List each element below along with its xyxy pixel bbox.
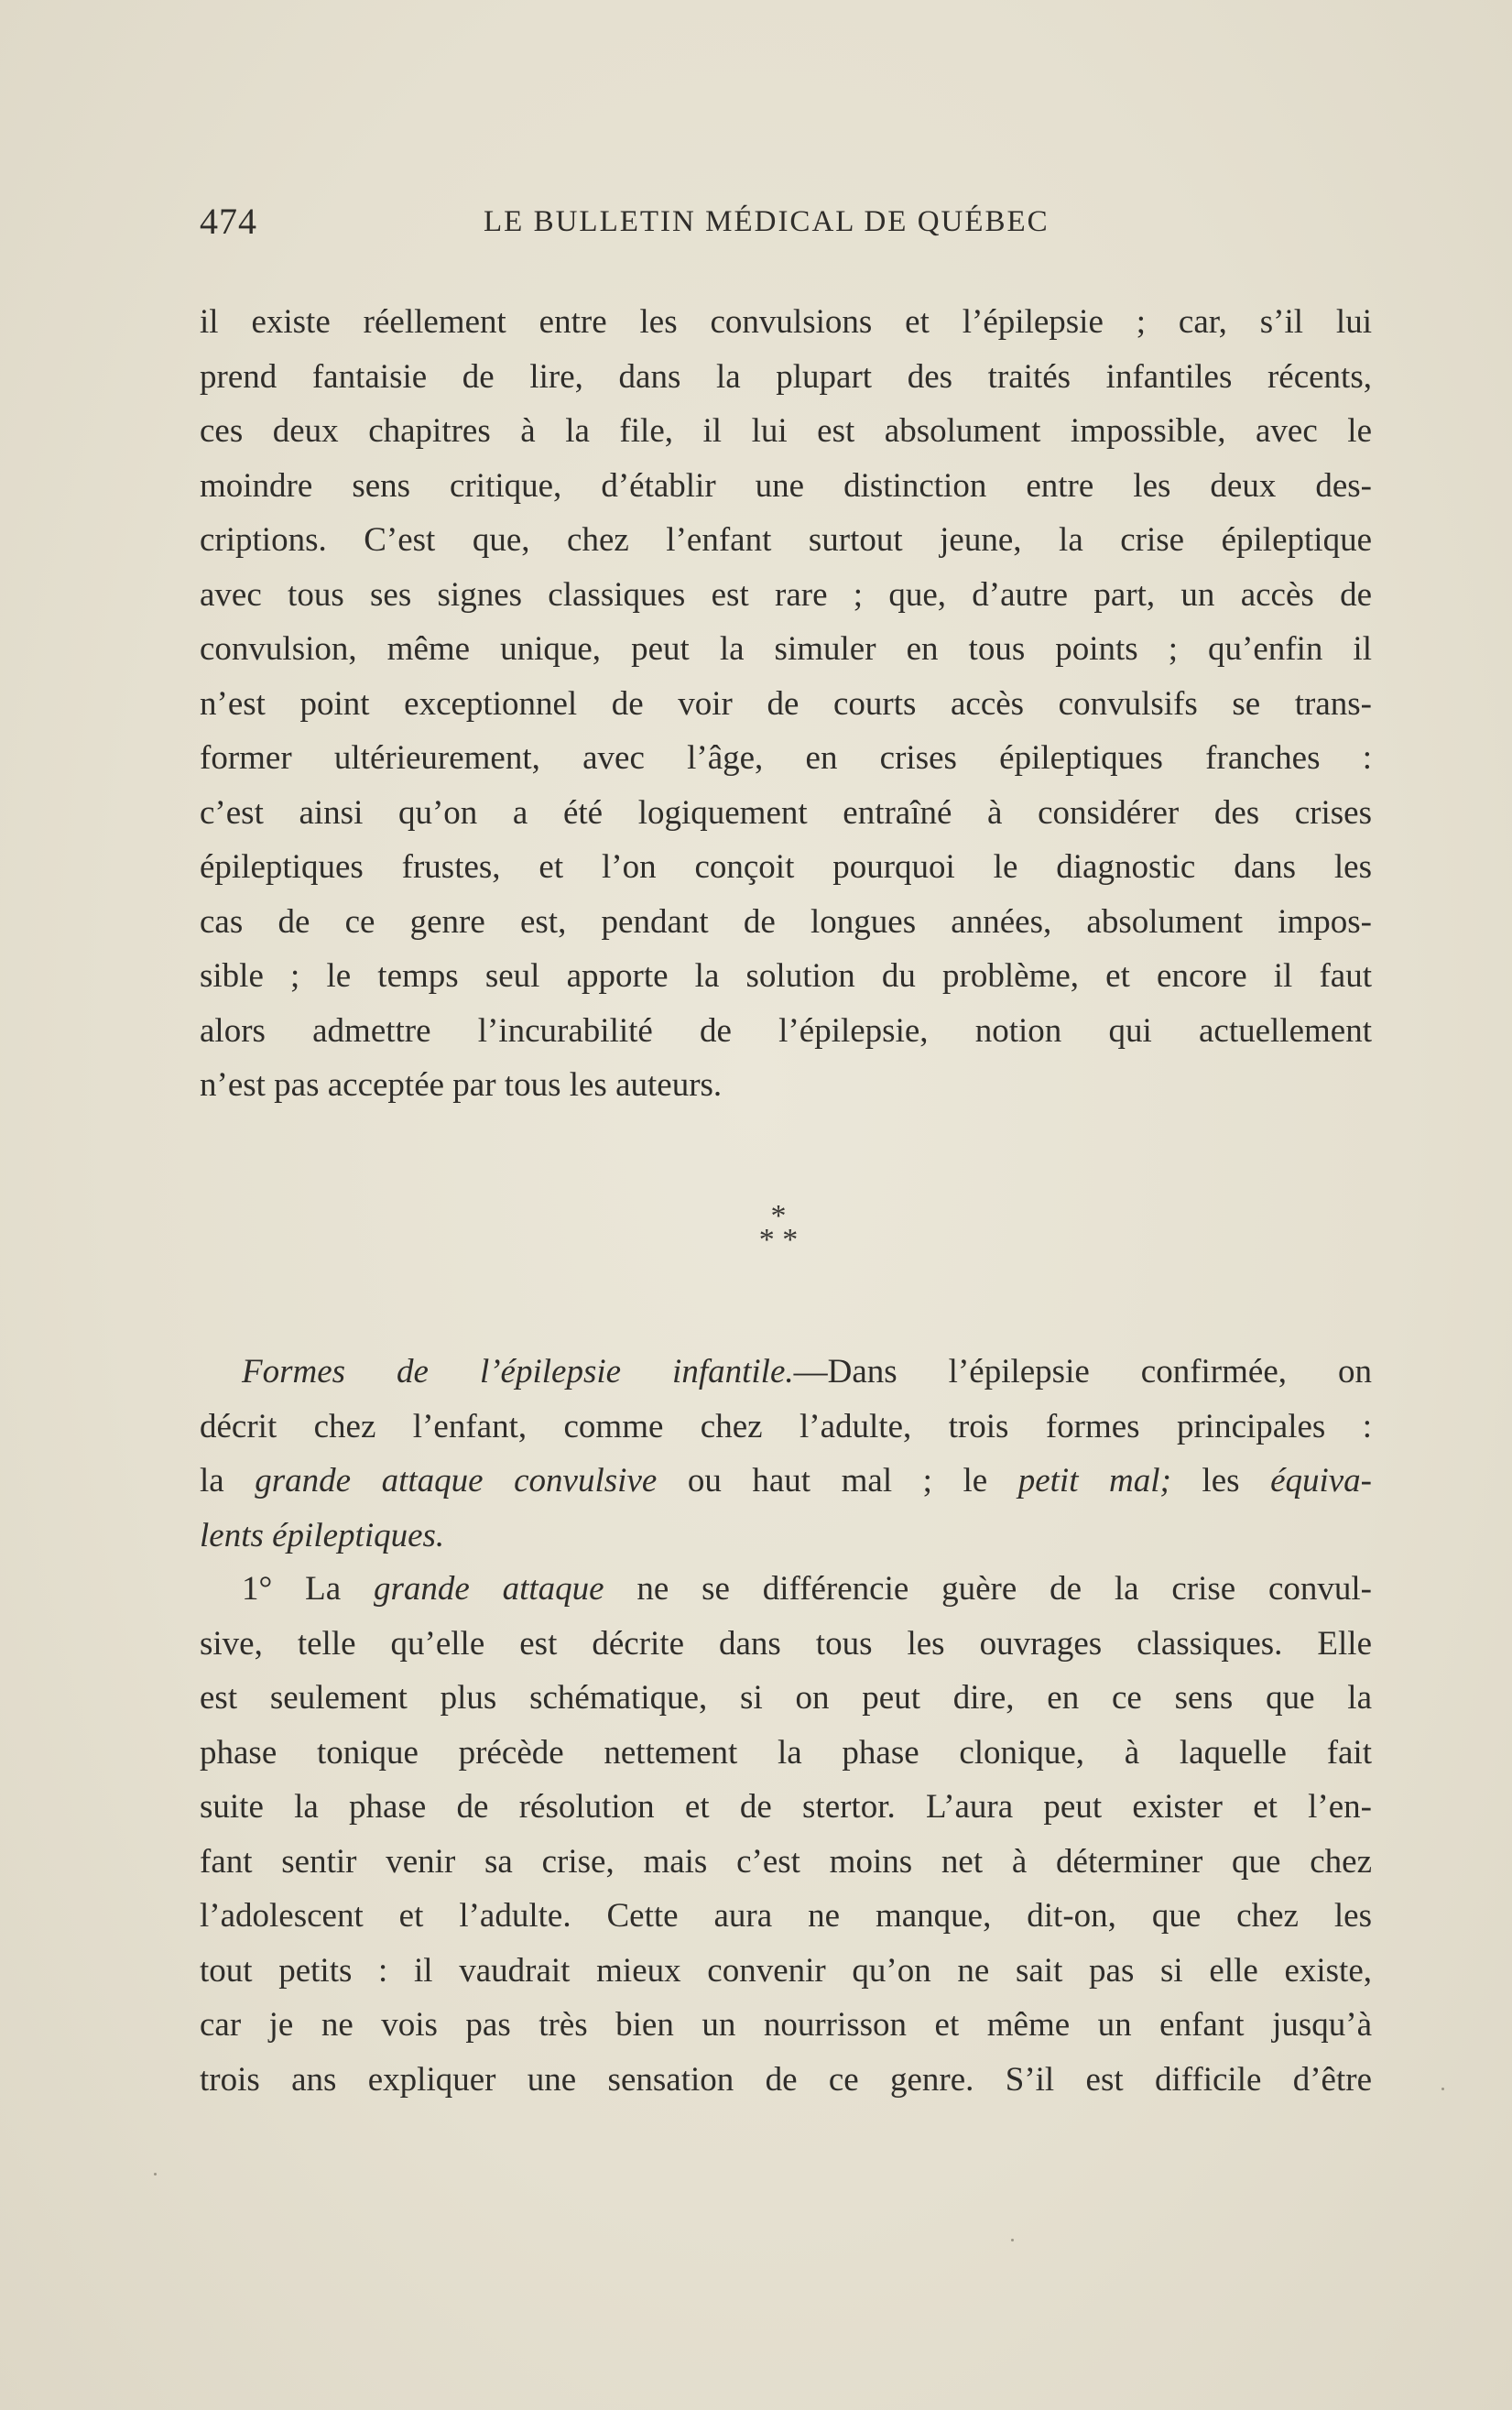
text-run: les bbox=[1170, 1462, 1271, 1499]
text-line: n’est point exceptionnel de voir de courts accès convulsifs se trans- bbox=[200, 684, 1372, 723]
paragraph-convulsions-epilepsie bbox=[200, 295, 1372, 1113]
text-line: prend fantaisie de lire, dans la plupart des traités infantiles récents, bbox=[200, 357, 1372, 396]
text-run: la bbox=[200, 1462, 256, 1499]
italic-term: lents épileptiques. bbox=[200, 1516, 445, 1554]
section-heading-italic: Formes de l’épilepsie infantile. bbox=[242, 1353, 794, 1390]
paragraph-formes-epilepsie bbox=[200, 1345, 1372, 1563]
text-line: est seulement plus schématique, si on peut dire, en ce sens que la bbox=[200, 1679, 1372, 1717]
text-run: ne se différencie guère de la crise convul- bbox=[604, 1570, 1373, 1608]
italic-term: équiva- bbox=[1270, 1462, 1373, 1499]
text-line: suite la phase de résolution et de stertor. L’aura peut exister et l’en- bbox=[200, 1788, 1372, 1826]
italic-term: petit mal; bbox=[1017, 1462, 1171, 1499]
text-run: ou haut mal ; le bbox=[657, 1462, 1018, 1499]
asterism-bottom: * * bbox=[758, 1223, 799, 1257]
text-line: tout petits : il vaudrait mieux convenir qu’on ne sait pas si elle existe, bbox=[200, 1951, 1372, 1990]
text-line: avec tous ses signes classiques est rare ; que, d’autre part, un accès de bbox=[200, 575, 1372, 614]
page-number: 474 bbox=[200, 201, 257, 242]
text-line bbox=[200, 1454, 1372, 1509]
running-title: LE BULLETIN MÉDICAL DE QUÉBEC bbox=[484, 205, 1050, 238]
paper-speck bbox=[1011, 2239, 1014, 2241]
italic-term: grande attaque convulsive bbox=[255, 1462, 658, 1499]
text-line: alors admettre l’incurabilité de l’épilepsie, notion qui actuellement bbox=[200, 1011, 1372, 1050]
text-line: n’est pas acceptée par tous les auteurs. bbox=[200, 1066, 723, 1104]
text-line: convulsion, même unique, peut la simuler en tous points ; qu’enfin il bbox=[200, 630, 1372, 668]
text-line: cas de ce genre est, pendant de longues années, absolument impos- bbox=[200, 902, 1372, 941]
text-line: car je ne vois pas très bien un nourrisson et même un enfant jusqu’à bbox=[200, 2006, 1372, 2044]
paragraph-grande-attaque bbox=[200, 1562, 1372, 2107]
paper-speck bbox=[154, 2173, 157, 2176]
page-header bbox=[200, 200, 1372, 255]
text-line: criptions. C’est que, chez l’enfant surtout jeune, la crise épileptique bbox=[200, 521, 1372, 559]
text-line: trois ans expliquer une sensation de ce genre. S’il est difficile d’être bbox=[200, 2060, 1372, 2099]
text-line: former ultérieurement, avec l’âge, en crises épileptiques franches : bbox=[200, 739, 1372, 777]
text-run: —Dans l’épilepsie confirmée, on bbox=[793, 1353, 1372, 1390]
text-line: ces deux chapitres à la file, il lui est absolument impossible, avec le bbox=[200, 412, 1372, 450]
text-line: décrit chez l’enfant, comme chez l’adulte, trois formes principales : bbox=[200, 1407, 1372, 1445]
text-line bbox=[200, 1562, 1372, 1617]
text-run: 1° La bbox=[242, 1570, 374, 1608]
section-asterism bbox=[0, 1199, 1512, 1257]
text-line bbox=[200, 1509, 1372, 1564]
text-line: sive, telle qu’elle est décrite dans tous les ouvrages classiques. Elle bbox=[200, 1624, 1372, 1663]
text-line: il existe réellement entre les convulsions et l’épilepsie ; car, s’il lui bbox=[200, 303, 1372, 341]
text-line: moindre sens critique, d’établir une distinction entre les deux des- bbox=[200, 466, 1372, 505]
text-line: sible ; le temps seul apporte la solution du problème, et encore il faut bbox=[200, 957, 1372, 995]
text-line: phase tonique précède nettement la phase clonique, à laquelle fait bbox=[200, 1733, 1372, 1772]
paper-speck bbox=[1441, 2088, 1444, 2090]
text-line: l’adolescent et l’adulte. Cette aura ne manque, dit-on, que chez les bbox=[200, 1897, 1372, 1935]
text-line bbox=[200, 1345, 1372, 1400]
asterism-top: * bbox=[770, 1199, 787, 1233]
text-line: fant sentir venir sa crise, mais c’est moins net à déterminer que chez bbox=[200, 1842, 1372, 1881]
text-line: épileptiques frustes, et l’on conçoit pourquoi le diagnostic dans les bbox=[200, 848, 1372, 886]
italic-term: grande attaque bbox=[373, 1570, 604, 1608]
text-line: c’est ainsi qu’on a été logiquement entraîné à considérer des crises bbox=[200, 793, 1372, 832]
